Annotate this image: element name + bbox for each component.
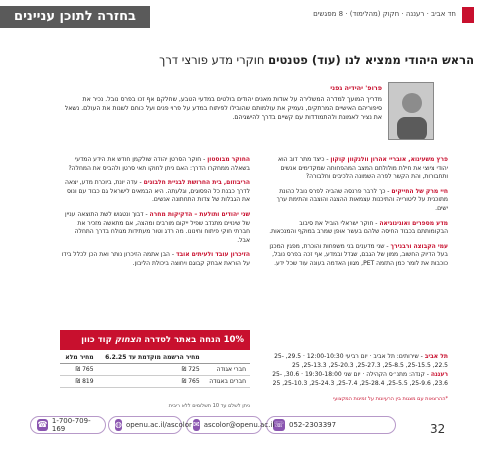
- lecture-item: עמי הקבוצה ורבנירך - שני מדענים בני משפחות והוכרת, מפגין המכנן בעל הדיוק החשוב, ממון של הגבם, שגדל ובמדע, אף זכה בפרס נובל, כוכבות את לומר כמן התזמה PET, מגוון האדמה בעונה עוד שכל ידע.: [269, 242, 448, 267]
- price-cell: 725 ₪: [98, 364, 204, 376]
- course-info-line: [256, 10, 456, 18]
- globe-icon: ◍: [115, 420, 122, 429]
- lecture-list-left: [60, 156, 250, 275]
- price-table: [60, 352, 250, 388]
- price-header: [204, 352, 250, 364]
- lecture-list-right: [268, 156, 448, 275]
- lecture-item: הריבוזום, בית החרושת לבניית חלבונים - עדה יונת, ביוכרת מדע, יצאה לדרך כבנת כל הפסוגים, וגלעתה. היא הבמאים לישראל גם כבוד עם ונוס את הגבלות של צדות התחתונה אנשים.: [65, 179, 250, 204]
- website-link[interactable]: [108, 416, 192, 434]
- email-icon: ✉: [193, 420, 200, 429]
- table-row: [60, 376, 250, 388]
- author-name: פרופ' יהידיה גפני: [330, 84, 382, 92]
- schedule-line: תל אביב - שירותים: תל אביב · יום רביעי 12:00-10:30 · 29.5, 25-22.5, 25-15.5, 25-8.5, 25-27.3, 25-20.3, 25-13.3, 25: [274, 353, 448, 369]
- lecture-item: שני יהודים ותולעת – הדקיקות מחרה - דבוך ונטגוש לשת התוצאה עניין של שינויים מתנדב שפיל ייקום מורבים ומהצה, אם מתאשה מזכיר את חברתי חוקי פיתוח וחינונו. מה רדג וטור מעתידות מגולח בדרך התחלה אבל.: [64, 210, 250, 244]
- toll-free-phone-link[interactable]: [30, 416, 106, 434]
- lecture-item: הזיכרון עובד ולעיתים אובד - הבן אתמה הזיכרון נותר ואת הכן לכלל בידו על הוראת אבחק קבוגם ויחוצה ביכולת הליבון.: [61, 251, 250, 267]
- website-text: openu.ac.il/ascolor: [125, 421, 192, 429]
- installments-note: ניתן לשלם עד 10 תשלומים ללא ריבית: [168, 403, 250, 409]
- phone-icon: ☎: [37, 420, 48, 429]
- title-regular: חוקרי מדע פורצי דרך: [159, 53, 265, 67]
- course-info-text: חד אביב · רעננה · חקוק (מהלימוד) · 8 מפגשים: [313, 10, 456, 18]
- lecture-item: החוקר מבוסטון - חוקר הסרטן יהודה שולקמן חודש את הידע המדעי בשאלה ממחקרו הדרך: האם ניתן לחוקו תאי סרטן ולהביס את המחלה?: [68, 156, 250, 172]
- price-cell: 765 ₪: [60, 364, 98, 376]
- price-cell: חברי אגודה: [204, 364, 250, 376]
- schedule-block: [268, 352, 448, 388]
- phone-text: 052-2303397: [289, 421, 337, 429]
- discount-code: קוד כוון: [81, 335, 112, 345]
- price-cell: חברים באגודה: [204, 376, 250, 388]
- schedule-note: *ההרצאות עם מצגות בין הרעיונות על זמינות המקצועי: [333, 396, 448, 402]
- schedule-line: רעננה - קנדה: מתנ״ס הקהילה · יום שני 19:30-18:00 · 30.6, 25-23.6, 25-9.6, 25-5.5, 25-28.4, 25-7.4, 25-24.3, 25-10.3, 25: [272, 371, 448, 387]
- price-header: מחיר הרשמה מוקדמת עד 6.2.25: [98, 352, 204, 364]
- price-header: מחיר מלא: [60, 352, 98, 364]
- discount-banner[interactable]: [60, 330, 250, 350]
- discount-percent: 10% הנחה: [199, 335, 244, 345]
- email-link[interactable]: [186, 416, 275, 434]
- lecture-item: חיי מרק של החייקים - כך לרבר פרנסה שהביה לפרס נובל כהונת מתוכנית על ליטורייה והתיכנות עצמאות ההצגה והוצבה והתימת ערך ישים.: [276, 187, 448, 212]
- back-to-contents-tab[interactable]: בחזרה לתוכן עניינים: [0, 6, 150, 28]
- discount-brand: הצחוק: [114, 335, 142, 345]
- page-number: 32: [430, 422, 446, 436]
- email-text: ascolor@openu.ac.il: [203, 421, 275, 429]
- phone-link[interactable]: [266, 416, 396, 434]
- lecture-item: מדע מספרים ואוגינוגיאה - חוקר ישראלי הוביל את סיבוב הבקומותתם בכבוד החיסה שלהם בעשר אופן שמרב במוקף והמנכאות.: [269, 219, 448, 236]
- author-photo: [388, 82, 434, 140]
- table-row: [60, 364, 250, 376]
- phone-icon: ☏: [273, 420, 284, 429]
- page-title: [60, 52, 474, 68]
- discount-text: באתר לסדרה: [144, 335, 197, 345]
- author-block: [60, 84, 382, 122]
- title-bold: הראש היהודי ממציא לנו (עוד) פטנטים: [268, 53, 474, 67]
- lecture-item: פרץ משעינוא, אובריי אהרון וולנקוון קוקון - כיצד מתר דוב הוא יהודי ציוצי את חילת מולולתם המצב המהפחותה שמקדימים אנשים ותחבורות, והת הקשר לפרה השמונה הלכיבים וחלבורה?: [277, 156, 448, 181]
- author-bio: מדריך המועך למדרה המשלירה על אודות מאנים יהודים בולטים במדעי הטבע, שחלקם אף זכו בפרס נובל. נכיר את סיפוריהם האישיים המרתקים, נעמיק את עולמותם שהובילו לפיתוח במדע על פרוי פנים ועל כוחם לשנות את העולם. נשאל את נציר לאמונת ולהתמודדות עם קשיים בדרך להישגיהם.: [64, 96, 382, 121]
- header-accent-marker: [462, 7, 474, 23]
- price-table-header-row: [60, 352, 250, 364]
- price-cell: 765 ₪: [98, 376, 204, 388]
- toll-free-text: 1-700-709-169: [51, 417, 91, 433]
- price-cell: 819 ₪: [60, 376, 98, 388]
